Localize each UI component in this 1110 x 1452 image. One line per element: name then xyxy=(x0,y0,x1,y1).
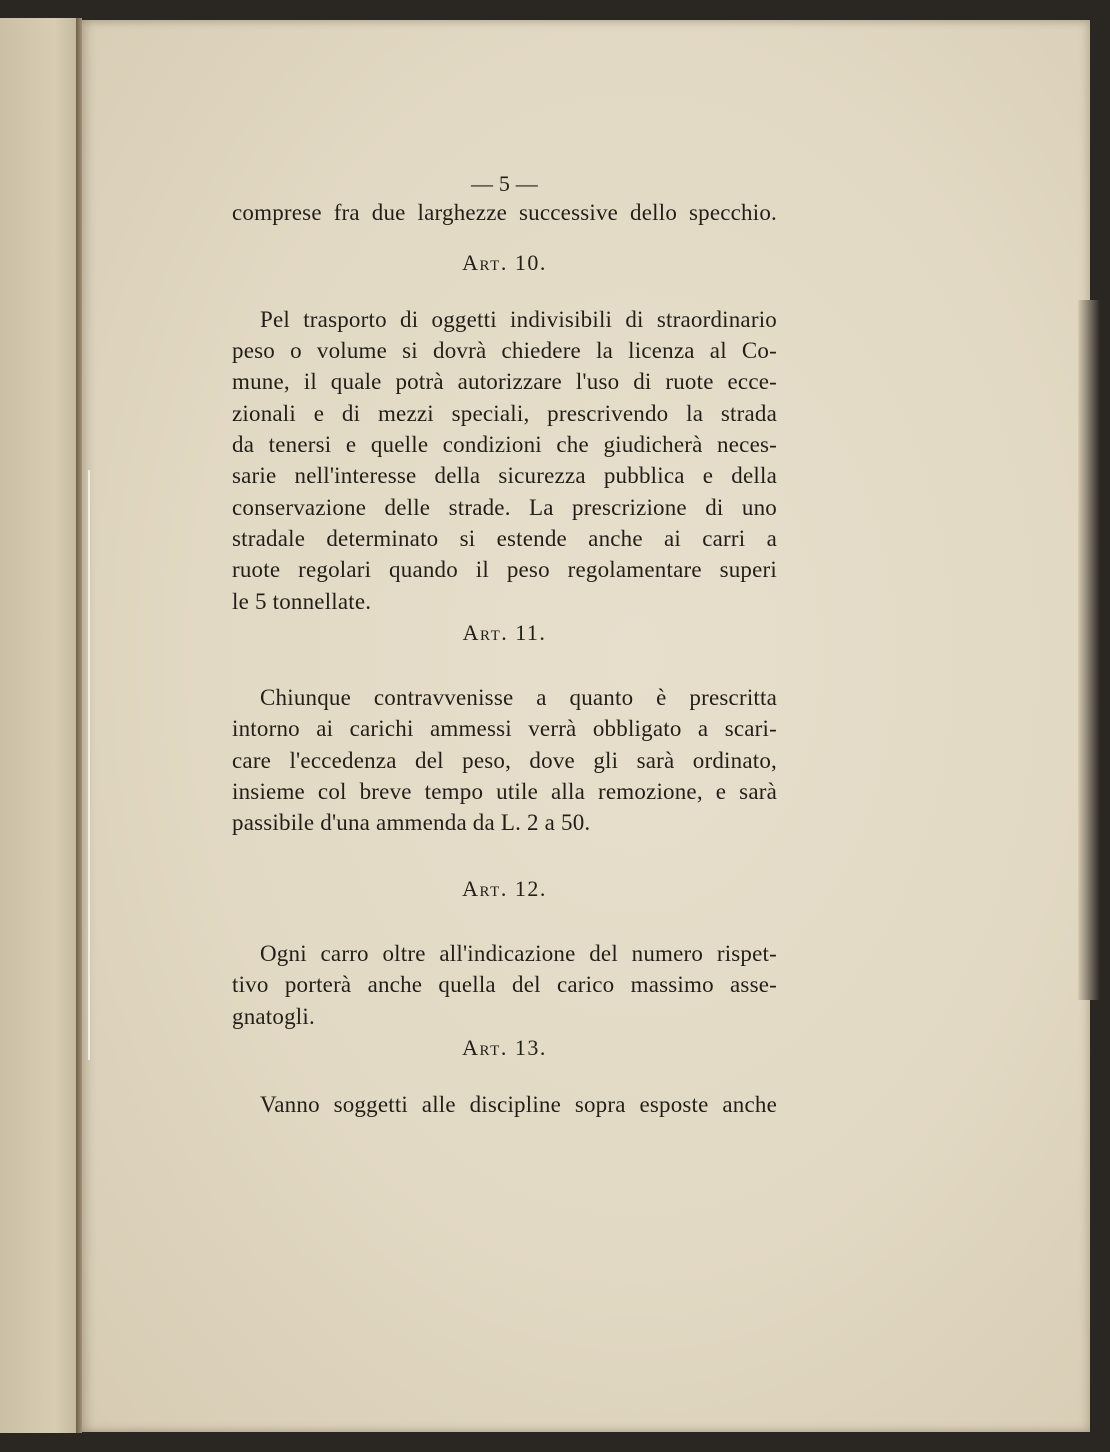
facing-page-edge xyxy=(0,18,78,1433)
text-line: stradale determinato si estende anche ai carri a xyxy=(232,525,777,551)
text-line: Pel trasporto di oggetti indivisibili di straordinario xyxy=(260,306,777,332)
article-body xyxy=(232,938,777,1032)
book-spine xyxy=(76,18,82,1433)
article-heading: Art. 13. xyxy=(462,1034,547,1060)
text-line: Vanno soggetti alle discipline sopra esposte anche xyxy=(260,1092,777,1118)
article-heading: Art. 12. xyxy=(462,875,547,901)
text-line: Ogni carro oltre all'indicazione del numero rispet- xyxy=(260,940,777,966)
binding-thread xyxy=(88,470,90,1060)
opening-line: comprese fra due larghezze successive dello specchio. xyxy=(232,200,777,226)
text-line: da tenersi e quelle condizioni che giudicherà neces- xyxy=(232,432,777,458)
article-body xyxy=(232,1089,777,1120)
text-line: ruote regolari quando il peso regolamentare superi xyxy=(232,557,777,583)
article-heading: Art. 10. xyxy=(462,249,547,275)
text-line: mune, il quale potrà autorizzare l'uso di ruote ecce- xyxy=(232,369,777,395)
page-text xyxy=(232,168,777,1120)
text-line: insieme col breve tempo utile alla remozione, e sarà xyxy=(232,779,777,805)
text-line: peso o volume si dovrà chiedere la licenza al Co- xyxy=(232,338,777,364)
text-line: gnatogli. xyxy=(232,1003,315,1029)
page-number: — 5 — xyxy=(471,171,538,196)
text-line: care l'eccedenza del peso, dove gli sarà ordinato, xyxy=(232,747,777,773)
page-right-edge xyxy=(1078,300,1100,1000)
text-line: zionali e di mezzi speciali, prescrivendo la strada xyxy=(232,400,777,426)
text-line: le 5 tonnellate. xyxy=(232,588,372,614)
text-line: sarie nell'interesse della sicurezza pubblica e della xyxy=(232,463,777,489)
text-line: passibile d'una ammenda da L. 2 a 50. xyxy=(232,810,591,836)
text-line: tivo porterà anche quella del carico massimo asse- xyxy=(232,972,777,998)
article-body xyxy=(232,304,777,617)
text-line: conservazione delle strade. La prescrizione di uno xyxy=(232,494,777,520)
article-body xyxy=(232,682,777,838)
text-line: intorno ai carichi ammessi verrà obbligato a scari- xyxy=(232,716,777,742)
article-heading: Art. 11. xyxy=(462,619,547,645)
text-line: Chiunque contravvenisse a quanto è prescritta xyxy=(260,685,777,711)
